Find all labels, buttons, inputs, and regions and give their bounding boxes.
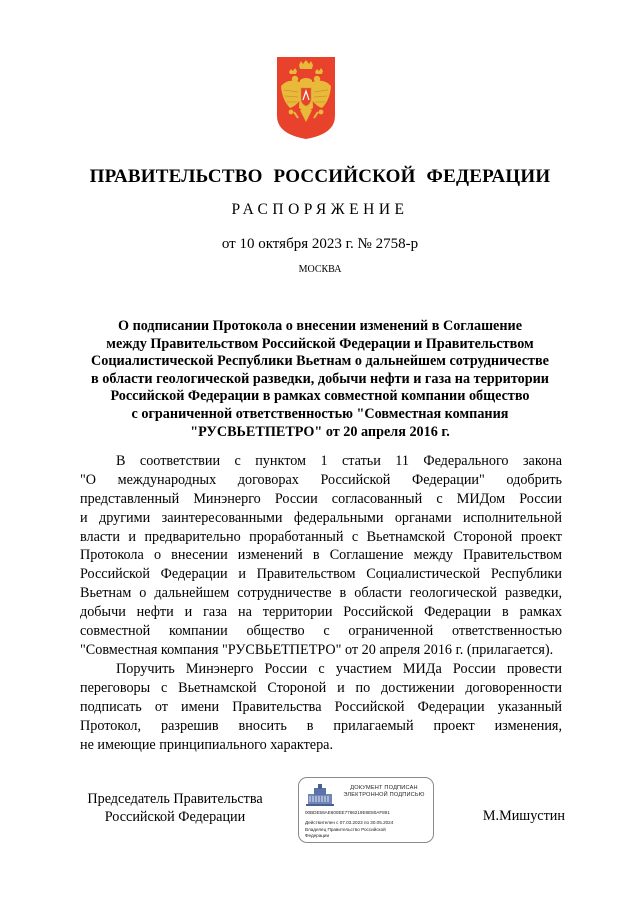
body-line: Российской Федерации и Правительством Социалистической Республики [80,566,562,583]
subject-line: Социалистической Республики Вьетнам о дальнейшем сотрудничестве [91,353,549,370]
body-paragraph-approve [80,452,562,660]
position-line: Председатель Правительства [87,791,263,807]
position-line: Российской Федерации [104,809,246,825]
government-title: ПРАВИТЕЛЬСТВО РОССИЙСКОЙ ФЕДЕРАЦИИ [89,166,551,187]
body-line: власти и предварительно проработанный с Вьетнамской Стороной проект [80,528,562,545]
body-line: представленный Минэнерго России согласованный с МИДом России [80,490,562,507]
body-paragraph-instruct [80,660,562,754]
body-line: Вьетнам о дальнейшем сотрудничестве в области геологической разведки, [80,585,562,602]
stamp-validity: Действителен с 07.03.2023 по 30.05.2024 [305,820,394,825]
body-line: подписать от имени Правительства Российской Федерации указанный [80,698,562,715]
subject-line: в области геологической разведки, добычи нефти и газа на территории [91,370,549,387]
stamp-title [337,785,431,799]
body-line: Протокол, разрешив вносить в прилагаемый проект изменения, [80,717,562,734]
subject-line: "РУСВЬЕТПЕТРО" от 20 апреля 2016 г. [190,423,450,440]
stamp-certificate: 00BDE58AE600EE7766219E8E80AF891 [305,810,390,815]
document-date-number: от 10 октября 2023 г. № 2758-р [221,236,419,252]
signatory-name: М.Мишустин [482,808,565,824]
subject-line: Российской Федерации в рамках совместной компании общество [110,388,530,405]
stamp-owner: Владелец Правительство Российской [305,827,386,832]
body-line: и другими заинтересованными федеральными органами исполнительной [80,509,562,526]
stamp-title-line: ЭЛЕКТРОННОЙ ПОДПИСЬЮ [343,792,425,798]
document-city: МОСКВА [298,264,342,275]
body-line: "О международных договорах Российской Федерации" одобрить [80,471,562,488]
body-line: переговоры с Вьетнамской Стороной и по достижении договоренности [80,679,562,696]
stamp-owner: Федерации [305,833,330,838]
body-line: Поручить Минэнерго России с участием МИДа России провести [116,661,562,677]
subject-line: О подписании Протокола о внесении изменений в Соглашение [117,318,522,334]
government-building-icon [306,784,334,806]
electronic-signature-stamp [298,777,434,843]
body-line: не имеющие принципиального характера. [80,736,334,753]
body-line: добычи нефти и газа на территории Российской Федерации в рамках [80,604,562,621]
subject-line: между Правительством Российской Федерации и Правительством [106,335,534,352]
stamp-title-line: ДОКУМЕНТ ПОДПИСАН [350,785,418,791]
document-type: РАСПОРЯЖЕНИЕ [231,201,409,218]
subject-line: с ограниченной ответственностью "Совместная компания [131,405,509,422]
document-subject [70,318,570,441]
body-line: совместной компании общество с ограниченной ответственностью [80,623,562,640]
coat-of-arms-emblem [276,56,336,140]
signatory-position [80,790,270,826]
body-line: Протокола о внесении изменений в Соглашение между Правительством [80,547,562,564]
body-line: В соответствии с пунктом 1 статьи 11 Федерального закона [116,453,562,469]
body-line: "Совместная компания "РУСВЬЕТПЕТРО" от 20 апреля 2016 г. (прилагается). [80,641,554,658]
